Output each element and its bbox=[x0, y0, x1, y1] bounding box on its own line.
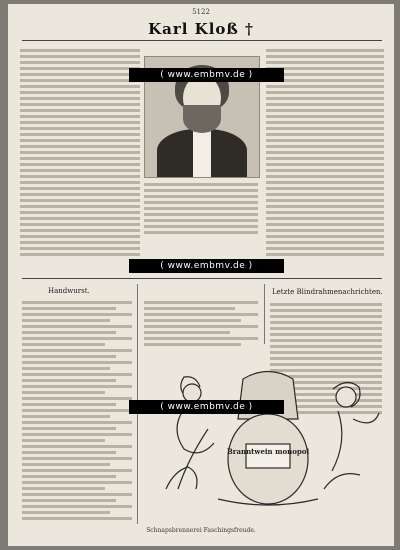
illustration-caption: Schnapsbrennerei Faschingsfreude. bbox=[146, 527, 256, 534]
watermark: ( www.embmv.de ) bbox=[129, 68, 284, 82]
illustration-label: Branntwein monopol bbox=[226, 447, 310, 456]
page bbox=[8, 4, 394, 546]
poem-text-continued bbox=[144, 298, 258, 349]
left-heading: Handwurst. bbox=[48, 287, 90, 295]
cartoon-illustration bbox=[148, 349, 392, 519]
section-rule bbox=[22, 278, 382, 279]
page-title: Karl Kloß † bbox=[148, 20, 254, 38]
poem-text bbox=[22, 298, 132, 523]
right-heading: Letzte Blindrahmenachrichten. bbox=[272, 288, 383, 296]
watermark: ( www.embmv.de ) bbox=[129, 259, 284, 273]
column-divider-right bbox=[264, 284, 265, 344]
title-rule bbox=[22, 40, 382, 41]
text-column-middle bbox=[144, 180, 258, 237]
text-column-left bbox=[20, 46, 140, 259]
page-number: 5122 bbox=[192, 8, 210, 16]
watermark: ( www.embmv.de ) bbox=[129, 400, 284, 414]
